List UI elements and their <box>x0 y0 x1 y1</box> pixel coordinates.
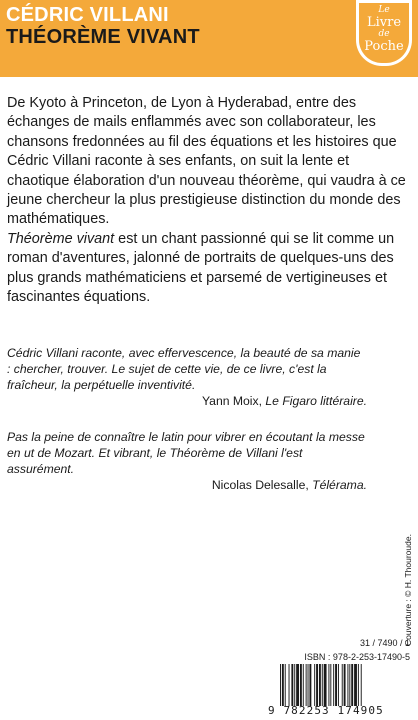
quote-attribution <box>7 394 367 410</box>
barcode-bar <box>333 664 334 706</box>
barcode-bar <box>291 664 293 706</box>
blurb-paragraph-2-text: est un chant passionné qui se lit comme un roman d'aventures, jalonné de portraits de quelques-uns des plus grands mathématiciens et parsemé de vertigineuses et fascinantes équations. <box>7 230 395 306</box>
barcode-bar <box>324 664 327 706</box>
barcode-bar <box>330 664 331 706</box>
barcode-bar <box>303 664 304 706</box>
quote-source: Télérama. <box>312 478 367 493</box>
barcode-digits: 9 782253 174905 <box>268 704 384 717</box>
cover-header-band <box>0 0 418 77</box>
barcode-bar <box>328 664 329 706</box>
cover-credit: Couverture : © H. Thouroude. <box>403 534 413 646</box>
livre-de-poche-logo <box>356 0 412 66</box>
barcode-bar <box>361 664 362 706</box>
barcode-bar <box>308 664 309 706</box>
quote-text: Pas la peine de connaître le latin pour vibrer en écoutant la messe en ut de Mozart. Et vibrant, le Théorème de Villani l'est assurément. <box>7 430 365 476</box>
press-quote <box>7 346 367 410</box>
barcode-bar <box>314 664 315 706</box>
barcode-bar <box>322 664 323 706</box>
barcode-bar <box>280 664 281 706</box>
barcode-bar <box>309 664 311 706</box>
press-quotes <box>7 346 367 493</box>
press-quote <box>7 430 367 494</box>
quote-author: Yann Moix, <box>201 394 266 409</box>
logo-de: de <box>378 29 390 39</box>
barcode-bar <box>319 664 321 706</box>
book-title: THÉORÈME VIVANT <box>6 26 200 48</box>
book-blurb <box>7 94 407 307</box>
blurb-paragraph-2 <box>7 230 407 308</box>
barcode-bar <box>347 664 348 706</box>
logo-le: Le <box>378 5 390 15</box>
barcode-bar <box>282 664 284 706</box>
barcode <box>268 664 410 706</box>
catalog-codes <box>268 636 410 664</box>
barcode-bar <box>349 664 350 706</box>
quote-text: Cédric Villani raconte, avec effervescence, la beauté de sa manie : chercher, trouver. Le sujet de cette vie, de ce livre, c'est la fraîcheur, la perpétuelle inventivité. <box>7 346 361 392</box>
barcode-bar <box>316 664 318 706</box>
barcode-bar <box>354 664 357 706</box>
barcode-bar <box>342 664 343 706</box>
catalog-number: 31 / 7490 / 1 <box>359 638 410 648</box>
barcode-bar <box>335 664 337 706</box>
barcode-bar <box>300 664 302 706</box>
barcode-bar <box>285 664 286 706</box>
barcode-bar <box>358 664 359 706</box>
quote-source: Le Figaro littéraire. <box>265 394 367 409</box>
blurb-title-italic: Théorème vivant <box>7 230 115 247</box>
barcode-bar <box>294 664 295 706</box>
logo-poche: Poche <box>364 39 404 54</box>
author-name: CÉDRIC VILLANI <box>6 4 169 26</box>
barcode-bar <box>306 664 307 706</box>
isbn: ISBN : 978-2-253-17490-5 <box>304 652 410 662</box>
barcode-bar <box>289 664 290 706</box>
barcode-bar <box>338 664 339 706</box>
barcode-bar <box>296 664 299 706</box>
barcode-bar <box>344 664 346 706</box>
barcode-bar <box>351 664 353 706</box>
blurb-paragraph-1: De Kyoto à Princeton, de Lyon à Hyderabad, entre des échanges de mails enflammés avec son collaborateur, les chansons fredonnées au fil des équations et les histoires que Cédric Villani raconte à ses enfants, on suit la lente et chaotique élaboration d'un nouveau théorème, qui vaudra à ce jeune chercheur la plus prestigieuse distinction du monde des mathématiques. <box>7 95 406 228</box>
logo-livre: Livre <box>366 15 402 30</box>
quote-attribution <box>7 478 367 494</box>
quote-author: Nicolas Delesalle, <box>211 478 313 493</box>
